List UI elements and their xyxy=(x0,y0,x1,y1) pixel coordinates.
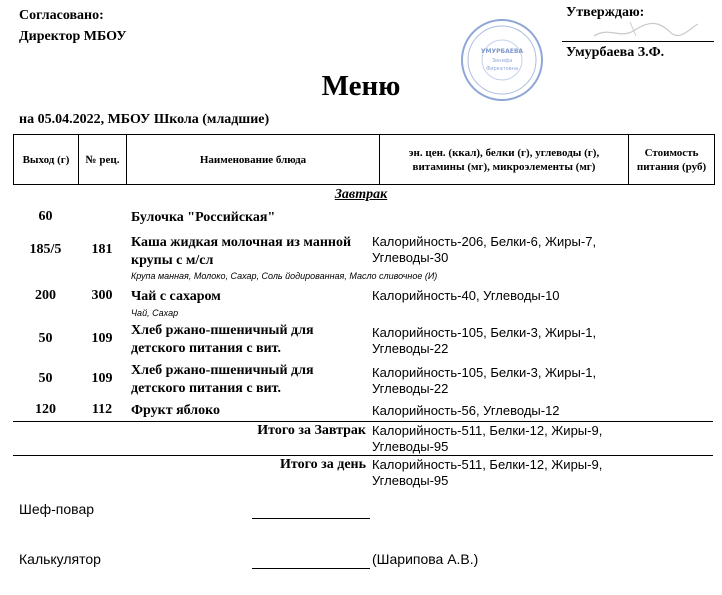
row-dish-name: Каша жидкая молочная из манной крупы с м/сл xyxy=(131,235,352,268)
row-output: 50 xyxy=(38,331,53,346)
header-dish: Наименование блюда xyxy=(127,135,380,184)
page-title: Меню xyxy=(321,70,401,102)
header-nutrition: эн. цен. (ккал), белки (г), углеводы (г), витамины (мг), микроэлементы (мг) xyxy=(380,135,629,184)
row-nutrition: Калорийность-105, Белки-3, Жиры-1, Углеводы-22 xyxy=(372,365,597,396)
row-dish-name: Хлеб ржано-пшеничный для детского питания с вит. xyxy=(131,323,314,356)
section-title: Завтрак xyxy=(334,187,388,202)
row-output: 50 xyxy=(38,371,53,386)
day-total-value: Калорийность-511, Белки-12, Жиры-9, Углеводы-95 xyxy=(372,457,603,488)
row-recipe: 109 xyxy=(91,331,113,346)
day-total-divider xyxy=(13,455,713,456)
agreed-label: Согласовано: xyxy=(19,8,104,23)
director-label: Директор МБОУ xyxy=(19,29,127,44)
row-recipe: 112 xyxy=(91,402,113,417)
svg-text:Зинифа: Зинифа xyxy=(491,58,513,64)
header-left xyxy=(19,5,127,47)
row-ingredients: Чай, Сахар xyxy=(131,308,179,318)
row-ingredients: Крупа манная, Молоко, Сахар, Соль йодированная, Масло сливочное (И) xyxy=(131,271,438,281)
header-output: Выход (г) xyxy=(14,135,79,184)
approve-label: Утверждаю: xyxy=(566,5,645,20)
row-nutrition: Калорийность-40, Углеводы-10 xyxy=(372,288,560,303)
row-output: 120 xyxy=(35,402,56,417)
row-recipe: 181 xyxy=(91,242,113,257)
calculator-signature-line xyxy=(252,568,370,569)
svg-text:УМУРБАЕВА: УМУРБАЕВА xyxy=(480,48,524,55)
row-nutrition: Калорийность-105, Белки-3, Жиры-1, Углеводы-22 xyxy=(372,325,597,356)
chef-signature-line xyxy=(252,518,370,519)
row-output: 200 xyxy=(35,288,56,303)
row-dish-name: Хлеб ржано-пшеничный для детского питания с вит. xyxy=(131,363,314,396)
row-recipe: 109 xyxy=(91,371,113,386)
header-recipe: № рец. xyxy=(79,135,127,184)
chef-label: Шеф-повар xyxy=(19,501,95,517)
breakfast-total-divider xyxy=(13,421,713,422)
calculator-label: Калькулятор xyxy=(19,551,101,567)
breakfast-total-label: Итого за Завтрак xyxy=(257,423,366,438)
row-recipe: 300 xyxy=(91,288,113,303)
calculator-name: (Шарипова А.В.) xyxy=(372,551,479,567)
approver-signature-line xyxy=(562,41,714,42)
breakfast-total-value: Калорийность-511, Белки-12, Жиры-9, Углеводы-95 xyxy=(372,423,603,454)
row-output: 60 xyxy=(38,209,53,224)
approver-name: Умурбаева З.Ф. xyxy=(566,45,665,60)
table-header xyxy=(13,134,715,185)
row-output: 185/5 xyxy=(29,242,62,257)
signature-scribble xyxy=(590,16,700,42)
day-total-label: Итого за день xyxy=(280,457,366,472)
svg-text:Фиркатовна: Фиркатовна xyxy=(485,66,519,72)
row-nutrition: Калорийность-206, Белки-6, Жиры-7, Углеводы-30 xyxy=(372,234,597,265)
row-dish-name: Булочка "Российская" xyxy=(131,210,276,225)
row-dish-name: Чай с сахаром xyxy=(131,289,221,304)
menu-subtitle: на 05.04.2022, МБОУ Школа (младшие) xyxy=(19,112,270,127)
row-dish-name: Фрукт яблоко xyxy=(131,403,221,418)
header-cost: Стоимость питания (руб) xyxy=(636,146,707,173)
row-nutrition: Калорийность-56, Углеводы-12 xyxy=(372,403,560,418)
